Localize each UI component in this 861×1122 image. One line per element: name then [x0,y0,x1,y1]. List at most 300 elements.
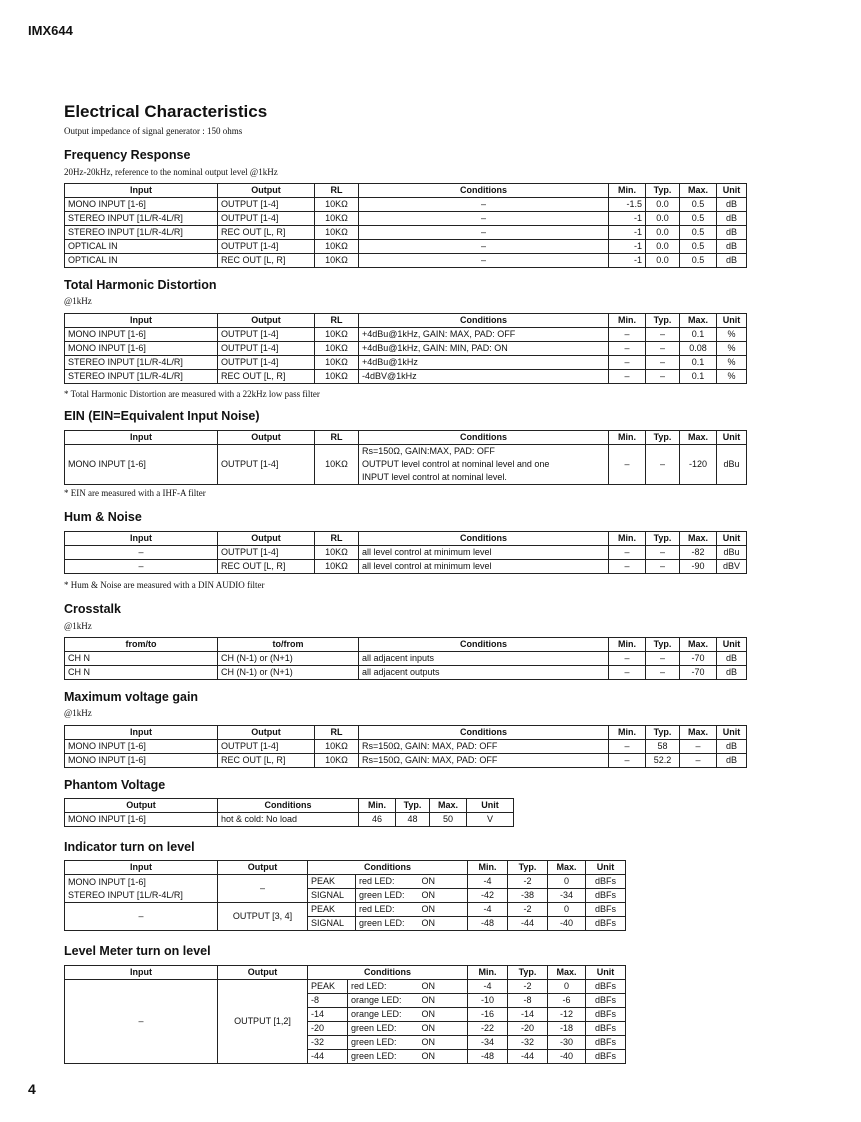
freq-note: 20Hz-20kHz, reference to the nominal output level @1kHz [64,167,278,177]
cell: +4dBu@1kHz, GAIN: MIN, PAD: ON [359,342,609,356]
cell: -44 [308,1050,348,1064]
cell: OUTPUT [1-4] [218,240,315,254]
cell: OUTPUT [1-4] [218,445,315,485]
cell: -40 [548,1050,586,1064]
gain-header-row [65,726,747,740]
col-max: Max. [680,638,717,652]
col-unit: Unit [717,184,747,198]
col-unit: Unit [717,532,747,546]
cell: – [65,560,218,574]
col-input: Input [65,184,218,198]
cell: red LED: [348,980,419,994]
col-input: Input [65,314,218,328]
cell: 50 [430,813,467,827]
cell: -2 [508,980,548,994]
cell: 0.5 [680,226,717,240]
cell: -22 [468,1022,508,1036]
col-input: Input [65,861,218,875]
cell: -18 [548,1022,586,1036]
input-line: STEREO INPUT [1L/R-4L/R] [68,889,183,900]
cell: -14 [308,1008,348,1022]
input-cell: – [65,980,218,1064]
col-conditions: Conditions [359,431,609,445]
cell: -40 [548,917,586,931]
thd-footnote: * Total Harmonic Distortion are measured with a 22kHz low pass filter [64,389,320,399]
cell: – [359,212,609,226]
cell: +4dBu@1kHz, GAIN: MAX, PAD: OFF [359,328,609,342]
col-input: Input [65,532,218,546]
cell: – [646,445,680,485]
col-rl: RL [315,532,359,546]
cell: – [609,546,646,560]
cell: -1.5 [609,198,646,212]
col-min: Min. [359,799,396,813]
cell: – [609,342,646,356]
hum-footnote: * Hum & Noise are measured with a DIN AUDIO filter [64,580,265,590]
cell: – [609,328,646,342]
indicator-heading: Indicator turn on level [64,840,195,854]
cell: ON [419,1050,468,1064]
col-min: Min. [468,861,508,875]
cell: -70 [680,666,717,680]
hum-heading: Hum & Noise [64,510,142,524]
col-max: Max. [680,431,717,445]
cell: REC OUT [L, R] [218,370,315,384]
col-to-from: to/from [218,638,359,652]
cell: dBFs [586,994,626,1008]
cell: -1 [609,254,646,268]
col-unit: Unit [717,431,747,445]
col-output: Output [218,861,308,875]
cell: -6 [548,994,586,1008]
cell: dBFs [586,917,626,931]
cell: ON [419,889,468,903]
cell: MONO INPUT [1-6] [65,445,218,485]
table-row [65,198,747,212]
cell: MONO INPUT [1-6] [65,328,218,342]
crosstalk-note: @1kHz [64,621,92,631]
cell: dB [717,254,747,268]
col-output: Output [218,431,315,445]
cell: – [609,740,646,754]
cell: SIGNAL [308,917,356,931]
col-rl: RL [315,314,359,328]
table-row [65,560,747,574]
gain-note: @1kHz [64,708,92,718]
hum-header-row [65,532,747,546]
ein-header-row [65,431,747,445]
page-subtitle: Output impedance of signal generator : 150 ohms [64,126,243,136]
col-typ: Typ. [646,184,680,198]
cell: REC OUT [L, R] [218,754,315,768]
cell: ON [419,917,468,931]
cell: – [646,546,680,560]
cell: – [680,754,717,768]
table-row [65,356,747,370]
cell: OUTPUT [1-4] [218,212,315,226]
cell: 10KΩ [315,445,359,485]
cell: – [359,226,609,240]
table-row [65,240,747,254]
cell: red LED: [356,903,419,917]
cell: ON [419,903,468,917]
cell: dBFs [586,875,626,889]
cell: – [646,666,680,680]
cell: REC OUT [L, R] [218,226,315,240]
col-typ: Typ. [646,431,680,445]
cell: green LED: [348,1036,419,1050]
cell: -20 [308,1022,348,1036]
phantom-table [64,798,514,827]
cell: 10KΩ [315,342,359,356]
cell: 46 [359,813,396,827]
cell: dBFs [586,903,626,917]
cell: CH (N-1) or (N+1) [218,666,359,680]
col-conditions: Conditions [359,184,609,198]
col-typ: Typ. [646,726,680,740]
cell: REC OUT [L, R] [218,254,315,268]
cell: dBFs [586,1050,626,1064]
cell: -2 [508,903,548,917]
cell: -1 [609,240,646,254]
cell: dBFs [586,980,626,994]
cell: REC OUT [L, R] [218,560,315,574]
col-typ: Typ. [646,314,680,328]
table-row [65,212,747,226]
crosstalk-table [64,637,747,680]
col-conditions: Conditions [359,726,609,740]
meter-heading: Level Meter turn on level [64,944,211,958]
cell: 48 [396,813,430,827]
cell: OUTPUT [1-4] [218,546,315,560]
cell: -34 [548,889,586,903]
cell: green LED: [356,889,419,903]
cell: 10KΩ [315,254,359,268]
cell: -42 [468,889,508,903]
col-unit: Unit [586,861,626,875]
table-row [65,813,514,827]
col-max: Max. [680,532,717,546]
phantom-header-row [65,799,514,813]
cell: all adjacent outputs [359,666,609,680]
freq-heading: Frequency Response [64,148,191,162]
cell: 0.0 [646,212,680,226]
cell: -48 [468,917,508,931]
cell: -4 [468,980,508,994]
cell: 0 [548,875,586,889]
cell: 10KΩ [315,198,359,212]
cell: 10KΩ [315,740,359,754]
cell: – [609,754,646,768]
input-cell [65,875,218,903]
cell: MONO INPUT [1-6] [65,813,218,827]
cell: CH N [65,666,218,680]
ein-footnote: * EIN are measured with a IHF-A filter [64,488,206,498]
cell: STEREO INPUT [1L/R-4L/R] [65,370,218,384]
table-row [65,875,626,889]
cell: 10KΩ [315,546,359,560]
col-max: Max. [430,799,467,813]
cell: – [646,328,680,342]
cell: orange LED: [348,994,419,1008]
thd-table [64,313,747,384]
col-min: Min. [609,726,646,740]
cell: MONO INPUT [1-6] [65,754,218,768]
cell: 10KΩ [315,560,359,574]
table-row [65,666,747,680]
cell: all level control at minimum level [359,546,609,560]
cell: 10KΩ [315,754,359,768]
indicator-header-row [65,861,626,875]
cell: dBFs [586,1036,626,1050]
col-unit: Unit [717,638,747,652]
cell: 0.1 [680,370,717,384]
cell: 10KΩ [315,370,359,384]
cell: -32 [308,1036,348,1050]
cell: ON [419,1022,468,1036]
col-max: Max. [548,966,586,980]
cell: 0 [548,903,586,917]
col-output: Output [218,726,315,740]
cell: -14 [508,1008,548,1022]
cell: OUTPUT [1-4] [218,198,315,212]
cell: – [646,342,680,356]
cell: 10KΩ [315,240,359,254]
cell: % [717,328,747,342]
col-min: Min. [468,966,508,980]
cell: Rs=150Ω, GAIN: MAX, PAD: OFF [359,740,609,754]
cell: -8 [508,994,548,1008]
thd-header-row [65,314,747,328]
cell: -16 [468,1008,508,1022]
col-output: Output [65,799,218,813]
cell: 10KΩ [315,328,359,342]
col-conditions: Conditions [218,799,359,813]
page-number: 4 [28,1081,36,1097]
col-input: Input [65,966,218,980]
cell: -1 [609,212,646,226]
cell: -12 [548,1008,586,1022]
crosstalk-heading: Crosstalk [64,602,121,616]
cell: PEAK [308,903,356,917]
col-typ: Typ. [508,966,548,980]
cell: dB [717,240,747,254]
cell: all adjacent inputs [359,652,609,666]
cell: green LED: [348,1022,419,1036]
cell: -82 [680,546,717,560]
col-min: Min. [609,638,646,652]
cell: 0.1 [680,356,717,370]
col-input: Input [65,726,218,740]
cell: dB [717,198,747,212]
col-input: Input [65,431,218,445]
cell: green LED: [356,917,419,931]
cell: -44 [508,1050,548,1064]
cell: ON [419,1036,468,1050]
cell: PEAK [308,980,348,994]
thd-note: @1kHz [64,296,92,306]
cell: all level control at minimum level [359,560,609,574]
cell: CH N [65,652,218,666]
cell: – [359,198,609,212]
cell: -90 [680,560,717,574]
cell: red LED: [356,875,419,889]
cell: – [609,370,646,384]
freq-header-row [65,184,747,198]
cell: – [609,652,646,666]
ein-heading: EIN (EIN=Equivalent Input Noise) [64,409,260,423]
cell: -70 [680,652,717,666]
col-unit: Unit [717,314,747,328]
output-cell: – [218,875,308,903]
cell: dB [717,666,747,680]
table-row [65,226,747,240]
cell: – [680,740,717,754]
cell: – [359,254,609,268]
cell: dBu [717,546,747,560]
cell: – [609,560,646,574]
cell: dBV [717,560,747,574]
cell: ON [419,980,468,994]
col-typ: Typ. [646,638,680,652]
cell: dBFs [586,889,626,903]
cell: ON [419,875,468,889]
cell: 0.0 [646,226,680,240]
col-max: Max. [548,861,586,875]
table-row [65,980,626,994]
freq-table [64,183,747,268]
col-typ: Typ. [396,799,430,813]
col-output: Output [218,966,308,980]
cell: -32 [508,1036,548,1050]
cell: 58 [646,740,680,754]
cell: -1 [609,226,646,240]
col-conditions: Conditions [359,638,609,652]
cell: 10KΩ [315,226,359,240]
cell: dB [717,740,747,754]
cell: – [609,666,646,680]
cell: MONO INPUT [1-6] [65,342,218,356]
cell: -8 [308,994,348,1008]
cell: % [717,342,747,356]
table-row [65,254,747,268]
table-row [65,370,747,384]
cell: Rs=150Ω, GAIN: MAX, PAD: OFF [359,754,609,768]
cell: -4dBV@1kHz [359,370,609,384]
cell: -10 [468,994,508,1008]
conditions-line: Rs=150Ω, GAIN:MAX, PAD: OFF [362,446,495,456]
col-output: Output [218,532,315,546]
col-rl: RL [315,431,359,445]
cell: OUTPUT [1-4] [218,740,315,754]
cell: – [646,560,680,574]
page-title: Electrical Characteristics [64,102,268,121]
cell: +4dBu@1kHz [359,356,609,370]
col-conditions: Conditions [308,966,468,980]
cell: – [65,546,218,560]
cell: 0.08 [680,342,717,356]
cell: 0.5 [680,212,717,226]
gain-heading: Maximum voltage gain [64,690,199,704]
table-row [65,903,626,917]
cell: % [717,370,747,384]
cell: STEREO INPUT [1L/R-4L/R] [65,356,218,370]
cell: STEREO INPUT [1L/R-4L/R] [65,212,218,226]
cell: 0.5 [680,198,717,212]
meter-table [64,965,626,1064]
cell: -20 [508,1022,548,1036]
indicator-table [64,860,626,931]
cell: – [646,652,680,666]
cell: dBu [717,445,747,485]
table-row [65,328,747,342]
input-cell: – [65,903,218,931]
cell: dB [717,226,747,240]
cell: orange LED: [348,1008,419,1022]
col-max: Max. [680,314,717,328]
cell: -38 [508,889,548,903]
cell: MONO INPUT [1-6] [65,740,218,754]
input-line: MONO INPUT [1-6] [68,876,146,887]
cell: -44 [508,917,548,931]
col-max: Max. [680,184,717,198]
cell: dB [717,754,747,768]
cell: -120 [680,445,717,485]
hum-table [64,531,747,574]
output-cell: OUTPUT [3, 4] [218,903,308,931]
cell: – [646,356,680,370]
cell: MONO INPUT [1-6] [65,198,218,212]
col-min: Min. [609,184,646,198]
cell: -48 [468,1050,508,1064]
cell: 0.5 [680,254,717,268]
table-row [65,546,747,560]
col-output: Output [218,184,315,198]
cell: 10KΩ [315,212,359,226]
cell: CH (N-1) or (N+1) [218,652,359,666]
cell: dB [717,652,747,666]
cell: – [646,370,680,384]
gain-table [64,725,747,768]
output-cell: OUTPUT [1,2] [218,980,308,1064]
cell: OPTICAL IN [65,240,218,254]
col-conditions: Conditions [359,314,609,328]
cell: OUTPUT [1-4] [218,328,315,342]
table-row [65,754,747,768]
cell: – [609,356,646,370]
table-row [65,652,747,666]
col-unit: Unit [717,726,747,740]
thd-heading: Total Harmonic Distortion [64,278,217,292]
cell: -4 [468,875,508,889]
table-row [65,342,747,356]
cell: OUTPUT [1-4] [218,342,315,356]
cell: – [609,445,646,485]
cell: ON [419,1008,468,1022]
col-unit: Unit [586,966,626,980]
col-typ: Typ. [646,532,680,546]
col-output: Output [218,314,315,328]
cell: 0.5 [680,240,717,254]
cell: OPTICAL IN [65,254,218,268]
cell: – [359,240,609,254]
col-min: Min. [609,431,646,445]
cell: -4 [468,903,508,917]
model-name: IMX644 [28,23,73,38]
cell: 0.0 [646,198,680,212]
cell: 0.0 [646,254,680,268]
cell: 10KΩ [315,356,359,370]
